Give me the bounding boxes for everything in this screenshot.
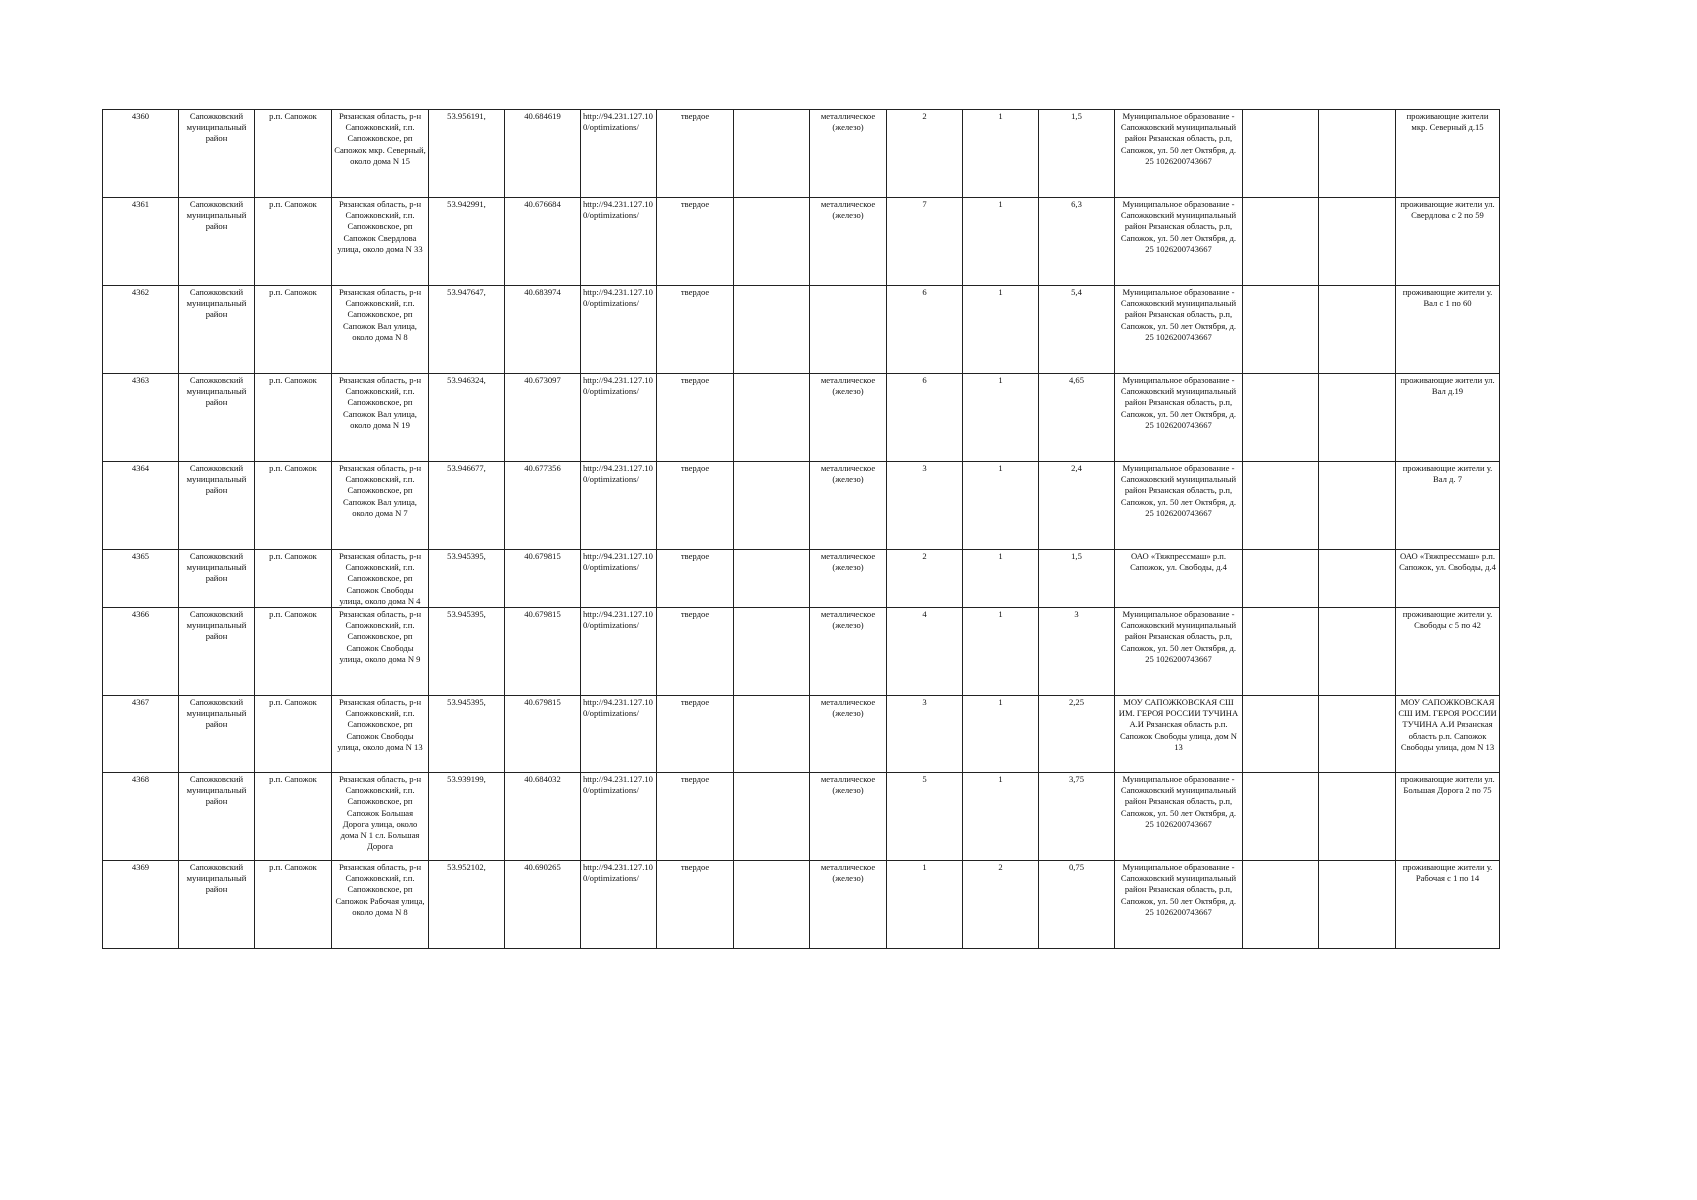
owner-cell: МОУ САПОЖКОВСКАЯ СШ ИМ. ГЕРОЯ РОССИИ ТУЧИНА А.И Рязанская область р.п. Сапожок Свободы улица, дом N 13 [1115,696,1243,773]
empty-cell [1319,374,1396,462]
surface-type-cell: твердое [657,462,734,550]
surface-type-cell: твердое [657,773,734,861]
owner-cell: Муниципальное образование - Сапожковский муниципальный район Рязанская область, р.п, Сапожок, ул. 50 лет Октября, д. 25 1026200743667 [1115,462,1243,550]
container-volume-cell: 1 [963,374,1039,462]
surface-type-cell: твердое [657,861,734,949]
empty-cell [1243,374,1319,462]
total-volume-cell: 2,4 [1039,462,1115,550]
fence-cell [734,110,810,198]
table-row [103,773,1500,861]
container-volume-cell: 2 [963,861,1039,949]
fence-cell [734,462,810,550]
waste-sources-cell: проживающие жители ул. Вал д.19 [1396,374,1500,462]
container-material-cell: металлическое (железо) [810,110,887,198]
waste-sources-cell: МОУ САПОЖКОВСКАЯ СШ ИМ. ГЕРОЯ РОССИИ ТУЧИНА А.И Рязанская область р.п. Сапожок Свободы улица, дом N 13 [1396,696,1500,773]
empty-cell [1319,110,1396,198]
total-volume-cell: 5,4 [1039,286,1115,374]
fence-cell [734,286,810,374]
empty-cell [1243,696,1319,773]
surface-type-cell: твердое [657,198,734,286]
row-number-cell: 4369 [103,861,179,949]
table-row [103,696,1500,773]
fence-cell [734,374,810,462]
empty-cell [1243,861,1319,949]
waste-sources-cell: проживающие жители ул. Свердлова с 2 по 59 [1396,198,1500,286]
map-link-cell: http://94.231.127.10 0/optimizations/ [581,374,657,462]
settlement-cell: р.п. Сапожок [255,462,332,550]
longitude-cell: 40.679815 [505,550,581,608]
settlement-cell: р.п. Сапожок [255,110,332,198]
total-volume-cell: 0,75 [1039,861,1115,949]
longitude-cell: 40.679815 [505,608,581,696]
table-row [103,374,1500,462]
container-material-cell: металлическое (железо) [810,861,887,949]
fence-cell [734,861,810,949]
longitude-cell: 40.673097 [505,374,581,462]
longitude-cell: 40.676684 [505,198,581,286]
row-number-cell: 4360 [103,110,179,198]
empty-cell [1243,550,1319,608]
container-material-cell: металлическое (железо) [810,198,887,286]
longitude-cell: 40.677356 [505,462,581,550]
container-count-cell: 5 [887,773,963,861]
address-cell: Рязанская область, р-н Сапожковский, г.п. Сапожковское, рп Сапожок Свободы улица, около дома N 4 [332,550,429,608]
latitude-cell: 53.947647, [429,286,505,374]
waste-sources-cell: проживающие жители у. Вал д. 7 [1396,462,1500,550]
district-cell: Сапожковский муниципальный район [179,861,255,949]
address-cell: Рязанская область, р-н Сапожковский, г.п. Сапожковское, рп Сапожок Свердлова улица, около дома N 33 [332,198,429,286]
empty-cell [1243,198,1319,286]
district-cell: Сапожковский муниципальный район [179,550,255,608]
total-volume-cell: 1,5 [1039,110,1115,198]
owner-cell: ОАО «Тяжпрессмаш» р.п. Сапожок, ул. Свободы, д.4 [1115,550,1243,608]
table-row [103,608,1500,696]
container-volume-cell: 1 [963,608,1039,696]
district-cell: Сапожковский муниципальный район [179,608,255,696]
longitude-cell: 40.684032 [505,773,581,861]
empty-cell [1243,462,1319,550]
container-material-cell: металлическое (железо) [810,773,887,861]
total-volume-cell: 4,65 [1039,374,1115,462]
address-cell: Рязанская область, р-н Сапожковский, г.п. Сапожковское, рп Сапожок Вал улица, около дома N 8 [332,286,429,374]
waste-sources-cell: ОАО «Тяжпрессмаш» р.п. Сапожок, ул. Свободы, д.4 [1396,550,1500,608]
row-number-cell: 4361 [103,198,179,286]
district-cell: Сапожковский муниципальный район [179,110,255,198]
district-cell: Сапожковский муниципальный район [179,198,255,286]
empty-cell [1319,198,1396,286]
map-link-cell: http://94.231.127.10 0/optimizations/ [581,550,657,608]
owner-cell: Муниципальное образование - Сапожковский муниципальный район Рязанская область, р.п, Сапожок, ул. 50 лет Октября, д. 25 1026200743667 [1115,198,1243,286]
latitude-cell: 53.939199, [429,773,505,861]
container-count-cell: 2 [887,110,963,198]
district-cell: Сапожковский муниципальный район [179,374,255,462]
latitude-cell: 53.945395, [429,696,505,773]
map-link-cell: http://94.231.127.10 0/optimizations/ [581,696,657,773]
longitude-cell: 40.683974 [505,286,581,374]
owner-cell: Муниципальное образование - Сапожковский муниципальный район Рязанская область, р.п, Сапожок, ул. 50 лет Октября, д. 25 1026200743667 [1115,110,1243,198]
settlement-cell: р.п. Сапожок [255,286,332,374]
waste-sources-cell: проживающие жители ул. Большая Дорога 2 по 75 [1396,773,1500,861]
row-number-cell: 4364 [103,462,179,550]
total-volume-cell: 6,3 [1039,198,1115,286]
settlement-cell: р.п. Сапожок [255,861,332,949]
container-material-cell: металлическое (железо) [810,696,887,773]
container-material-cell: металлическое (железо) [810,374,887,462]
map-link-cell: http://94.231.127.10 0/optimizations/ [581,608,657,696]
empty-cell [1319,696,1396,773]
total-volume-cell: 1,5 [1039,550,1115,608]
container-volume-cell: 1 [963,286,1039,374]
container-material-cell: металлическое (железо) [810,462,887,550]
address-cell: Рязанская область, р-н Сапожковский, г.п. Сапожковское, рп Сапожок мкр. Северный, около дома N 15 [332,110,429,198]
container-volume-cell: 1 [963,198,1039,286]
waste-sources-cell: проживающие жители у. Свободы с 5 по 42 [1396,608,1500,696]
surface-type-cell: твердое [657,550,734,608]
longitude-cell: 40.690265 [505,861,581,949]
map-link-cell: http://94.231.127.10 0/optimizations/ [581,286,657,374]
empty-cell [1319,861,1396,949]
row-number-cell: 4363 [103,374,179,462]
empty-cell [1319,773,1396,861]
row-number-cell: 4366 [103,608,179,696]
address-cell: Рязанская область, р-н Сапожковский, г.п. Сапожковское, рп Сапожок Большая Дорога улица, около дома N 1 сл. Большая Дорога [332,773,429,861]
latitude-cell: 53.952102, [429,861,505,949]
total-volume-cell: 2,25 [1039,696,1115,773]
table-row [103,110,1500,198]
fence-cell [734,773,810,861]
surface-type-cell: твердое [657,696,734,773]
waste-sources-cell: проживающие жители у. Вал с 1 по 60 [1396,286,1500,374]
waste-sources-cell: проживающие жители мкр. Северный д.15 [1396,110,1500,198]
settlement-cell: р.п. Сапожок [255,550,332,608]
map-link-cell: http://94.231.127.10 0/optimizations/ [581,773,657,861]
empty-cell [1319,550,1396,608]
container-count-cell: 3 [887,462,963,550]
settlement-cell: р.п. Сапожок [255,773,332,861]
map-link-cell: http://94.231.127.10 0/optimizations/ [581,462,657,550]
container-volume-cell: 1 [963,696,1039,773]
fence-cell [734,696,810,773]
latitude-cell: 53.946324, [429,374,505,462]
container-volume-cell: 1 [963,773,1039,861]
map-link-cell: http://94.231.127.10 0/optimizations/ [581,861,657,949]
longitude-cell: 40.679815 [505,696,581,773]
owner-cell: Муниципальное образование - Сапожковский муниципальный район Рязанская область, р.п, Сапожок, ул. 50 лет Октября, д. 25 1026200743667 [1115,608,1243,696]
surface-type-cell: твердое [657,110,734,198]
empty-cell [1319,462,1396,550]
table-row [103,861,1500,949]
district-cell: Сапожковский муниципальный район [179,286,255,374]
surface-type-cell: твердое [657,286,734,374]
table-row [103,286,1500,374]
container-count-cell: 4 [887,608,963,696]
address-cell: Рязанская область, р-н Сапожковский, г.п. Сапожковское, рп Сапожок Свободы улица, около дома N 13 [332,696,429,773]
empty-cell [1319,286,1396,374]
row-number-cell: 4365 [103,550,179,608]
table-row [103,462,1500,550]
table-row [103,198,1500,286]
surface-type-cell: твердое [657,608,734,696]
address-cell: Рязанская область, р-н Сапожковский, г.п. Сапожковское, рп Сапожок Рабочая улица, около дома N 8 [332,861,429,949]
owner-cell: Муниципальное образование - Сапожковский муниципальный район Рязанская область, р.п, Сапожок, ул. 50 лет Октября, д. 25 1026200743667 [1115,861,1243,949]
container-material-cell: металлическое (железо) [810,550,887,608]
empty-cell [1243,286,1319,374]
container-material-cell: металлическое (железо) [810,608,887,696]
map-link-cell: http://94.231.127.10 0/optimizations/ [581,110,657,198]
row-number-cell: 4362 [103,286,179,374]
empty-cell [1319,608,1396,696]
waste-sources-cell: проживающие жители у. Рабочая с 1 по 14 [1396,861,1500,949]
address-cell: Рязанская область, р-н Сапожковский, г.п. Сапожковское, рп Сапожок Вал улица, около дома N 19 [332,374,429,462]
fence-cell [734,608,810,696]
latitude-cell: 53.945395, [429,550,505,608]
owner-cell: Муниципальное образование - Сапожковский муниципальный район Рязанская область, р.п, Сапожок, ул. 50 лет Октября, д. 25 1026200743667 [1115,286,1243,374]
empty-cell [1243,773,1319,861]
longitude-cell: 40.684619 [505,110,581,198]
district-cell: Сапожковский муниципальный район [179,696,255,773]
latitude-cell: 53.946677, [429,462,505,550]
empty-cell [1243,608,1319,696]
settlement-cell: р.п. Сапожок [255,608,332,696]
container-count-cell: 2 [887,550,963,608]
total-volume-cell: 3,75 [1039,773,1115,861]
row-number-cell: 4368 [103,773,179,861]
address-cell: Рязанская область, р-н Сапожковский, г.п. Сапожковское, рп Сапожок Вал улица, около дома N 7 [332,462,429,550]
total-volume-cell: 3 [1039,608,1115,696]
latitude-cell: 53.945395, [429,608,505,696]
fence-cell [734,198,810,286]
address-cell: Рязанская область, р-н Сапожковский, г.п. Сапожковское, рп Сапожок Свободы улица, около дома N 9 [332,608,429,696]
container-count-cell: 6 [887,286,963,374]
district-cell: Сапожковский муниципальный район [179,773,255,861]
owner-cell: Муниципальное образование - Сапожковский муниципальный район Рязанская область, р.п, Сапожок, ул. 50 лет Октября, д. 25 1026200743667 [1115,374,1243,462]
container-material-cell [810,286,887,374]
container-count-cell: 7 [887,198,963,286]
table-body [103,110,1500,949]
waste-sites-table [102,109,1500,949]
empty-cell [1243,110,1319,198]
latitude-cell: 53.956191, [429,110,505,198]
district-cell: Сапожковский муниципальный район [179,462,255,550]
row-number-cell: 4367 [103,696,179,773]
container-volume-cell: 1 [963,110,1039,198]
fence-cell [734,550,810,608]
container-count-cell: 3 [887,696,963,773]
owner-cell: Муниципальное образование - Сапожковский муниципальный район Рязанская область, р.п, Сапожок, ул. 50 лет Октября, д. 25 1026200743667 [1115,773,1243,861]
settlement-cell: р.п. Сапожок [255,198,332,286]
container-volume-cell: 1 [963,462,1039,550]
settlement-cell: р.п. Сапожок [255,696,332,773]
map-link-cell: http://94.231.127.10 0/optimizations/ [581,198,657,286]
latitude-cell: 53.942991, [429,198,505,286]
container-count-cell: 1 [887,861,963,949]
table-row [103,550,1500,608]
settlement-cell: р.п. Сапожок [255,374,332,462]
container-count-cell: 6 [887,374,963,462]
container-volume-cell: 1 [963,550,1039,608]
surface-type-cell: твердое [657,374,734,462]
